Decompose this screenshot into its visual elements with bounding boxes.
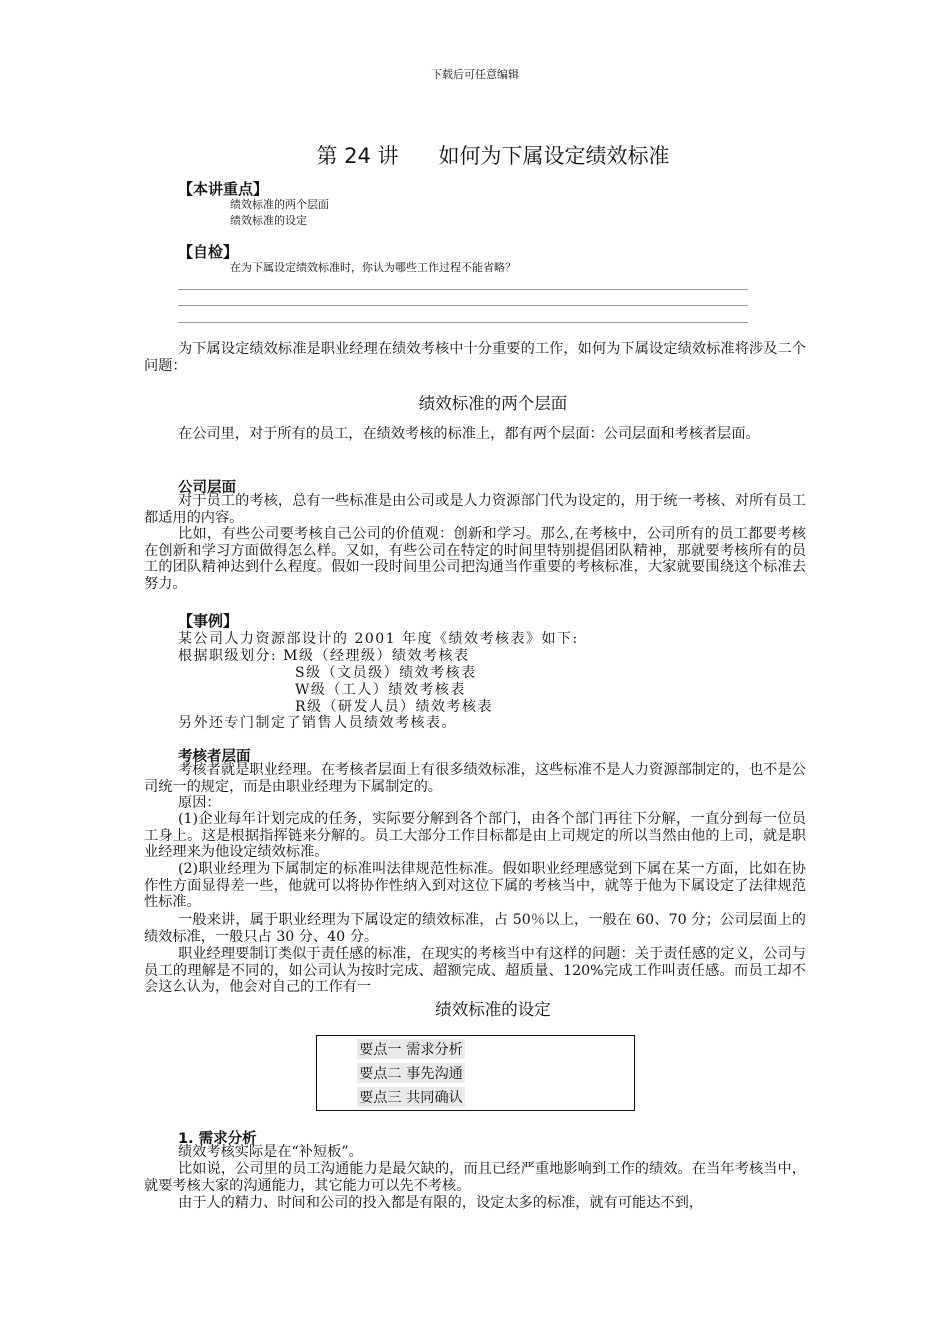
example-line: S级（文员级）绩效考核表 xyxy=(295,665,477,681)
assessor-paragraph: (2)职业经理为下属制定的标准叫法律规范性标准。假如职业经理感觉到下属在某一方面，比如在协作性方面显得差一些，他就可以将协作性纳入到对这位下属的考核当中，就等于他为下属设定了法律规范性标准。 xyxy=(144,861,806,911)
example-line: 某公司人力资源部设计的 2001 年度《绩效考核表》如下: xyxy=(178,631,579,647)
key-point-item: 绩效标准的设定 xyxy=(230,214,307,227)
example-line: 根据职级划分: M级（经理级）绩效考核表 xyxy=(178,648,470,664)
self-check-heading: 【自检】 xyxy=(178,243,239,261)
example-line: 另外还专门制定了销售人员绩效考核表。 xyxy=(178,715,457,731)
needs-analysis-paragraph: 比如说，公司里的员工沟通能力是最欠缺的，而且已经严重地影响到工作的绩效。在当年考核当中，就要考核大家的沟通能力，其它能力可以先不考核。 xyxy=(144,1161,806,1194)
needs-analysis-paragraph: 由于人的精力、时间和公司的投入都是有限的，设定太多的标准，就有可能达不到， xyxy=(178,1195,703,1211)
example-line: W级（工人）绩效考核表 xyxy=(295,682,466,698)
assessor-paragraph: 原因： xyxy=(178,795,221,811)
section1-title: 绩效标准的两个层面 xyxy=(418,394,568,413)
lecture-title xyxy=(0,140,950,170)
needs-analysis-heading: 1. 需求分析 xyxy=(178,1131,257,1147)
section2-title: 绩效标准的设定 xyxy=(435,1000,551,1019)
page-header: 下载后可任意编辑 xyxy=(431,68,519,81)
key-point-box-item: 要点三 共同确认 xyxy=(357,1087,465,1107)
answer-line xyxy=(178,305,748,306)
intro-paragraph: 为下属设定绩效标准是职业经理在绩效考核中十分重要的工作，如何为下属设定绩效标准将涉及二个问题： xyxy=(144,341,806,374)
key-point-box-item: 要点二 事先沟通 xyxy=(357,1063,465,1083)
assessor-paragraph: 职业经理要制订类似于责任感的标准，在现实的考核当中有这样的问题：关于责任感的定义，公司与员工的理解是不同的，如公司认为按时完成、超额完成、超质量、120%完成工作叫责任感。而员工却不会这么认为，他会对自己的工作有一 xyxy=(144,946,806,996)
key-points-heading: 【本讲重点】 xyxy=(178,180,269,198)
lecture-number: 第 24 讲 xyxy=(316,144,399,168)
needs-analysis-paragraph: 绩效考核实际是在“补短板”。 xyxy=(178,1144,363,1160)
assessor-paragraph: (1)企业每年计划完成的任务，实际要分解到各个部门，由各个部门再往下分解，一直分到每一位员工身上。这是根据指挥链来分解的。员工大部分工作目标都是由上司规定的所以当然由他的上司，就是职业经理来为他设定绩效标准。 xyxy=(144,811,806,861)
key-point-item: 绩效标准的两个层面 xyxy=(230,198,329,211)
assessor-level-heading: 考核者层面 xyxy=(178,749,251,765)
answer-line xyxy=(178,322,748,323)
example-heading: 【事例】 xyxy=(178,612,239,630)
example-line: R级（研发人员）绩效考核表 xyxy=(295,699,494,715)
company-level-heading: 公司层面 xyxy=(178,480,236,496)
section1-paragraph: 在公司里，对于所有的员工，在绩效考核的标准上，都有两个层面：公司层面和考核者层面。 xyxy=(178,426,760,442)
key-points-box xyxy=(316,1035,635,1111)
answer-line xyxy=(178,289,748,290)
key-point-box-item: 要点一 需求分析 xyxy=(357,1039,465,1059)
company-level-paragraph: 对于员工的考核，总有一些标准是由公司或是人力资源部门代为设定的，用于统一考核、对所有员工都适用的内容。 xyxy=(144,493,806,526)
self-check-question: 在为下属设定绩效标准时，你认为哪些工作过程不能省略？ xyxy=(230,261,516,274)
lecture-topic: 如何为下属设定绩效标准 xyxy=(438,144,670,168)
assessor-paragraph: 一般来讲，属于职业经理为下属设定的绩效标准，占 50％以上，一般在 60、70 分；公司层面上的绩效标准，一般只占 30 分、40 分。 xyxy=(144,912,806,945)
company-level-paragraph: 比如，有些公司要考核自己公司的价值观：创新和学习。那么,在考核中，公司所有的员工都要考核在创新和学习方面做得怎么样。又如，有些公司在特定的时间里特别提倡团队精神，那就要考核所有的员工的团队精神达到什么程度。假如一段时间里公司把沟通当作重要的考核标准，大家就要围绕这个标准去努力。 xyxy=(144,526,806,592)
assessor-paragraph: 考核者就是职业经理。在考核者层面上有很多绩效标准，这些标准不是人力资源部制定的，也不是公司统一的规定，而是由职业经理为下属制定的。 xyxy=(144,762,806,795)
